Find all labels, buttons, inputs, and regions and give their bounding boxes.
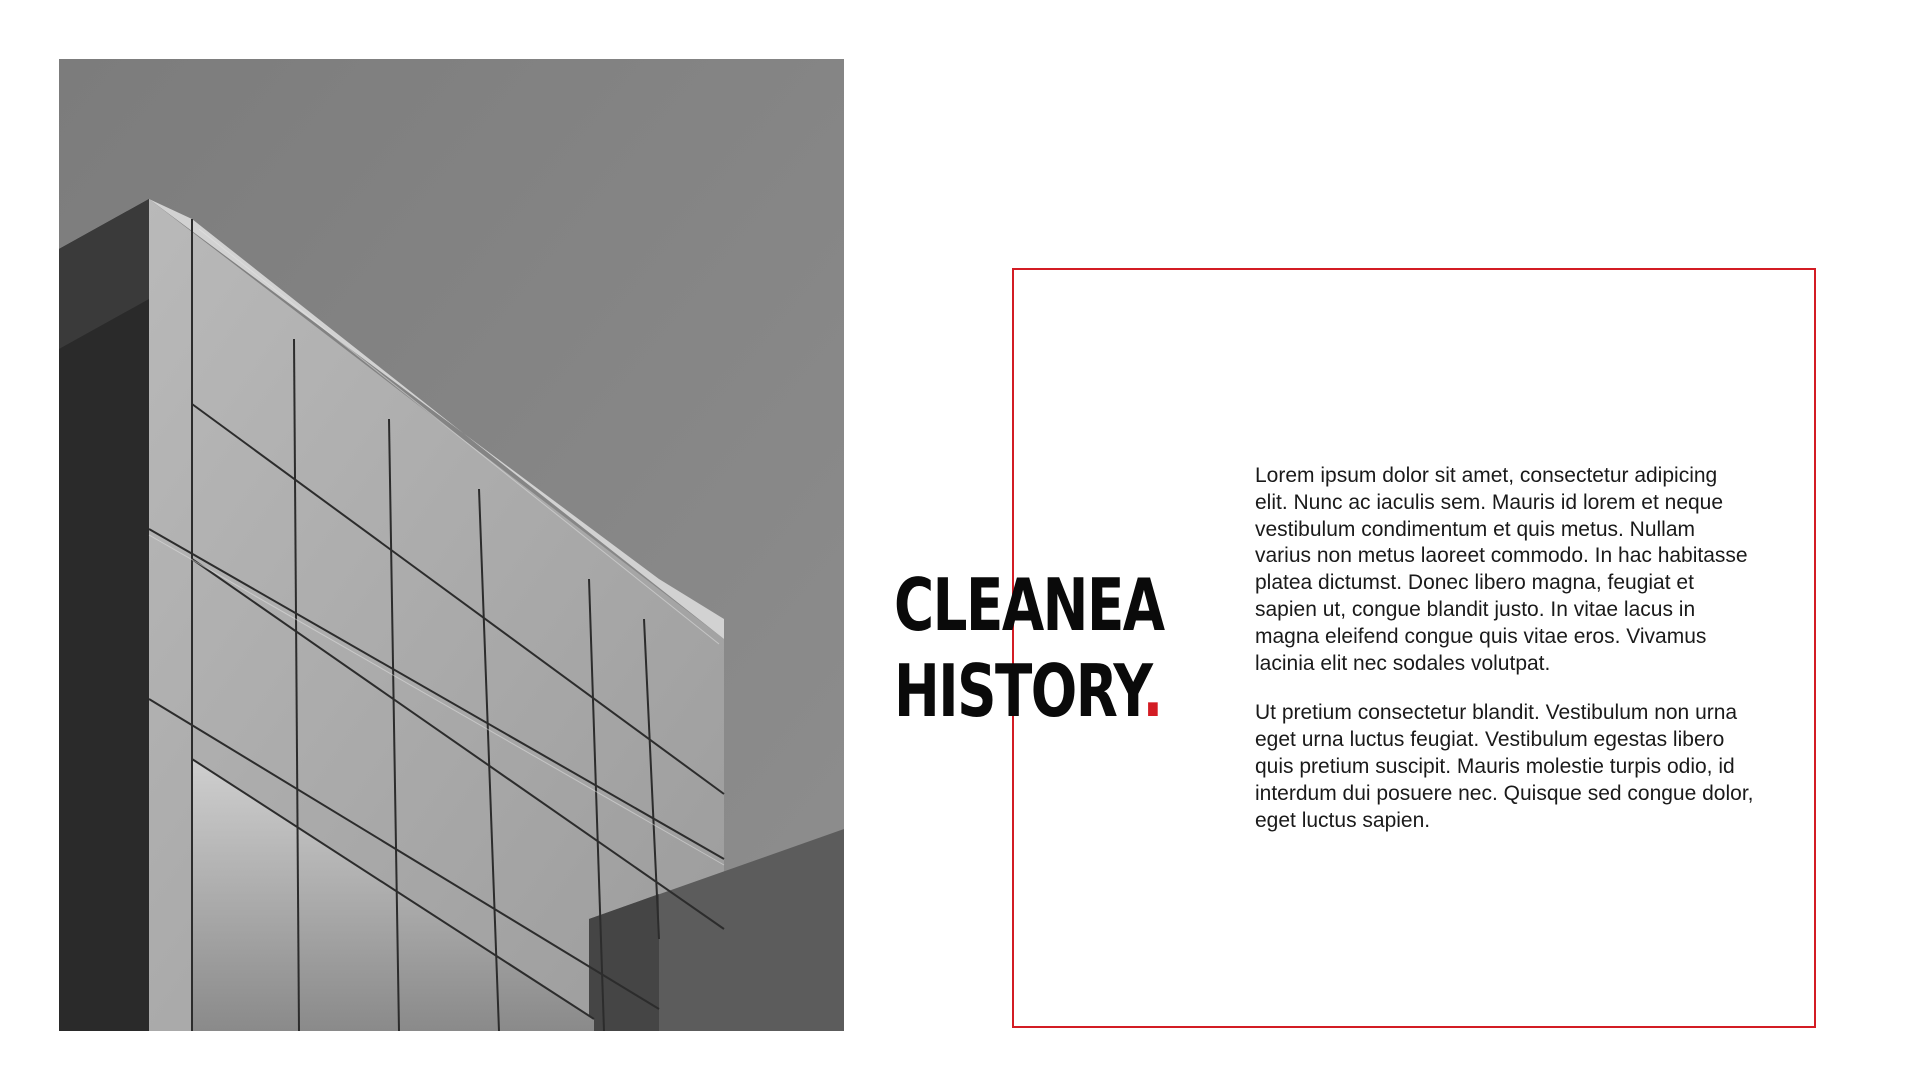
building-photo: [59, 59, 844, 1031]
building-image: [59, 59, 844, 1031]
title-line-1: CLEANEA: [894, 563, 1164, 647]
body-paragraph-1: Lorem ipsum dolor sit amet, consectetur adipicing elit. Nunc ac iaculis sem. Mauris id lorem et neque vestibulum condimentum et quis metus. Nullam varius non metus laoreet commodo. In hac habitasse platea dictumst. Donec libero magna, feugiat et sapien ut, congue blandit justo. In vitae lacus in magna eleifend congue quis vitae eros. Vivamus lacinia elit nec sodales volutpat.: [1255, 464, 1748, 675]
title-accent-dot: .: [1142, 649, 1162, 733]
title-line-2: [894, 648, 1162, 734]
body-text: [1255, 463, 1755, 857]
title-line-2-text: HISTORY: [894, 649, 1143, 733]
page-title: [894, 562, 1164, 734]
body-paragraph-2: Ut pretium consectetur blandit. Vestibulum non urna eget urna luctus feugiat. Vestibulum egestas libero quis pretium suscipit. Mauris molestie turpis odio, id interdum dui posuere nec. Quisque sed congue dolor, eget luctus sapien.: [1255, 701, 1754, 832]
